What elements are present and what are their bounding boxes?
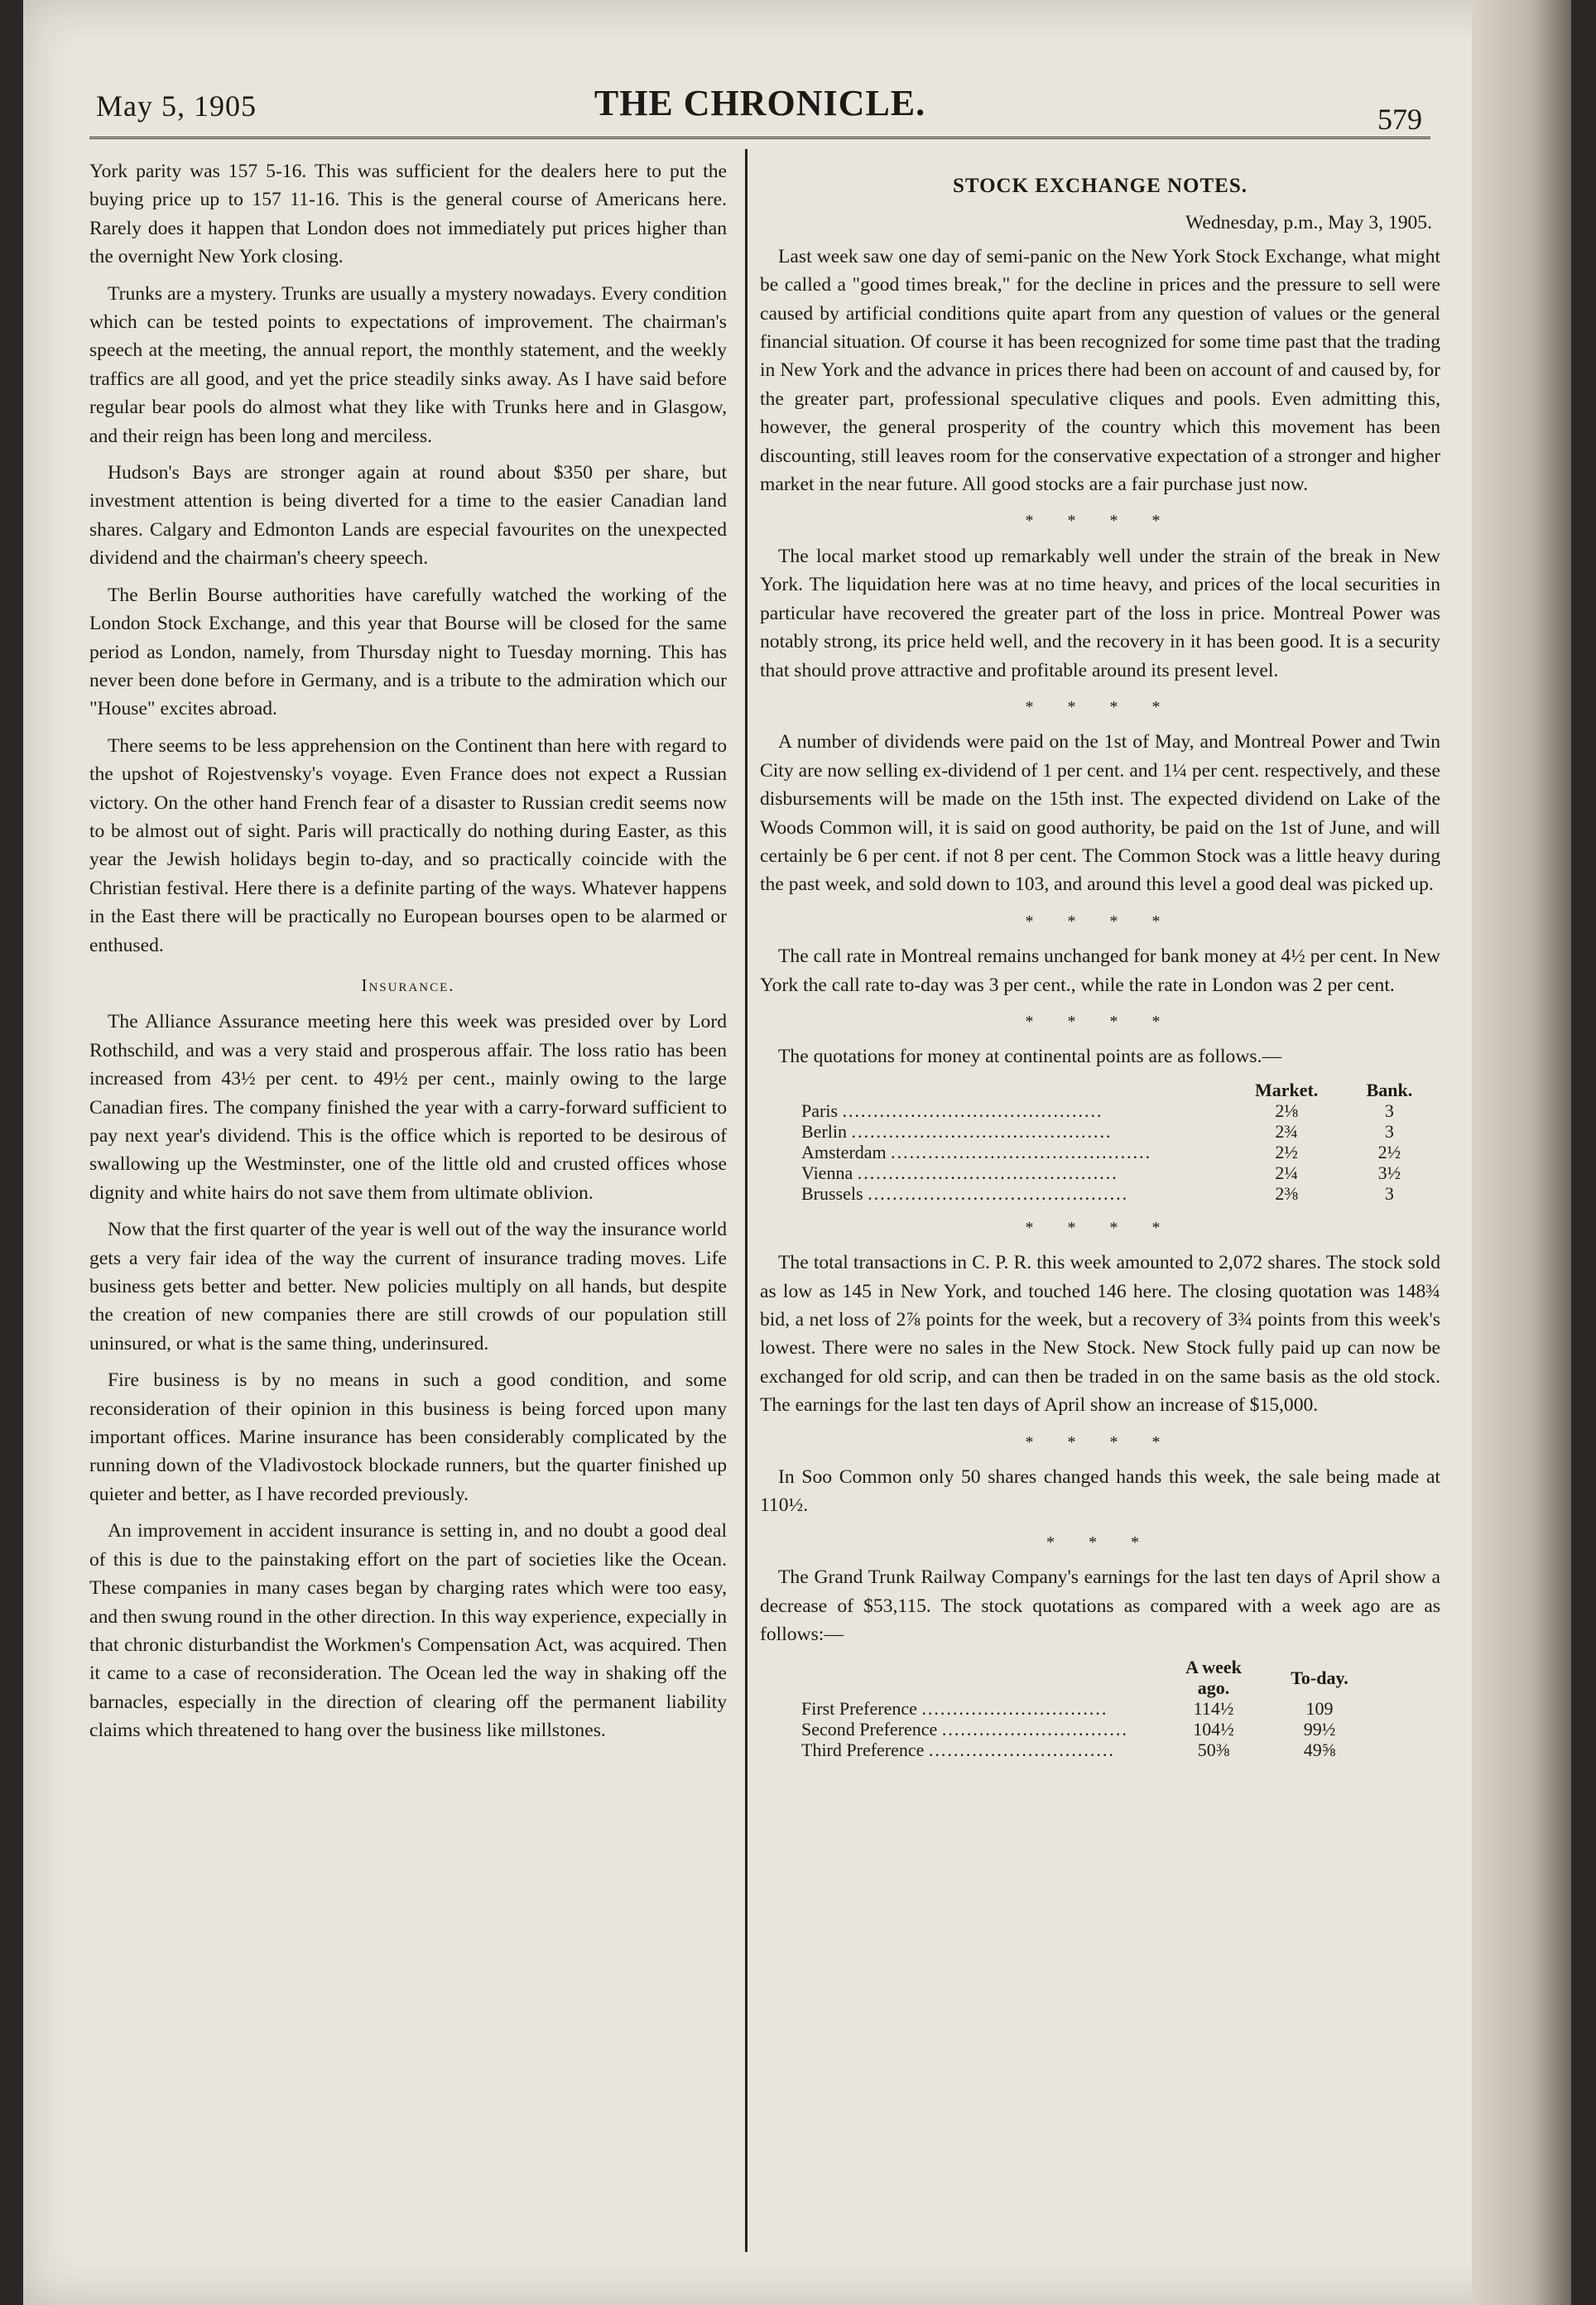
- market-rate: 2⅜: [1275, 1182, 1298, 1204]
- insurance-heading: Insurance.: [361, 974, 455, 995]
- table-row: [790, 1719, 1372, 1740]
- city-name: Berlin ..........................................: [801, 1120, 1113, 1142]
- table-row: [790, 1740, 1372, 1760]
- market-rate: 2¾: [1275, 1120, 1298, 1142]
- paragraph: Hudson's Bays are stronger again at round about $350 per share, but investment attention is being diverted for a time to the easier Canadian land shares. Calgary and Edmonton Lands are especial favourites on the unexpected dividend and the chairman's cheery speech.: [89, 462, 727, 570]
- week-ago-price: 114½: [1193, 1698, 1234, 1720]
- separator: * * * *: [1025, 1432, 1175, 1451]
- money-rates-table: [790, 1080, 1440, 1204]
- paragraph: The call rate in Montreal remains unchanged for bank money at 4½ per cent. In New York the call rate to-day was 3 per cent., while the rate in London was 2 per cent.: [760, 946, 1440, 996]
- column-divider: [745, 149, 748, 2252]
- paragraph: Now that the first quarter of the year is well out of the way the insurance world gets a very fair idea of the way the current of insurance trading moves. Life business gets better and better. New policies multiply on all hands, but despite the creation of new companies there are still crowds of our population still uninsured, or what is the same thing, underinsured.: [89, 1219, 727, 1355]
- separator: * * * *: [1025, 1218, 1175, 1237]
- week-ago-price: 50⅜: [1197, 1740, 1230, 1761]
- table-row: [790, 1698, 1372, 1719]
- separator: * * * *: [1025, 912, 1175, 931]
- paragraph: In Soo Common only 50 shares changed hands this week, the sale being made at 110½.: [760, 1466, 1440, 1517]
- paragraph: The Grand Trunk Railway Company's earnings for the last ten days of April show a decrease of $53,115. The stock quotations as compared with a week ago are as follows:—: [760, 1566, 1440, 1646]
- market-rate: 2½: [1275, 1141, 1298, 1162]
- stock-name: Second Preference ..............................: [801, 1719, 1128, 1740]
- paragraph: The local market stood up remarkably well under the strain of the break in New York. The liquidation here was at no time heavy, and prices of the local securities in particular have recovered the greater part of the loss in price. Montreal Power was notably strong, its price held well, and the recovery in it has been good. It is a security that should prove attractive and profitable around its present level.: [760, 545, 1440, 681]
- bank-rate: 2½: [1377, 1141, 1401, 1162]
- market-rate: 2¼: [1275, 1162, 1298, 1183]
- market-rate: 2⅛: [1275, 1100, 1298, 1121]
- table-header: [790, 1657, 1161, 1698]
- bank-rate: 3: [1384, 1120, 1394, 1142]
- separator: * * * *: [1025, 512, 1175, 531]
- right-column: [760, 157, 1440, 1770]
- paragraph: There seems to be less apprehension on the Continent than here with regard to the upshot of Rojestvensky's voyage. Even France does not expect a Russian victory. On the other hand French fear of a disaster to Russian credit seems now to be almost out of sight. Paris will practically do nothing during Easter, as this year the Jewish holidays begin to-day, and so practically coincide with the Christian festival. Here there is a definite parting of the ways. Whatever happens in the East there will be practically no European bourses open to be alarmed or enthused.: [89, 734, 727, 956]
- page-edge: [1472, 0, 1571, 2305]
- table-row: [790, 1162, 1440, 1183]
- city-name: Brussels ..........................................: [801, 1182, 1129, 1204]
- bank-rate: 3: [1384, 1100, 1394, 1121]
- city-name: Paris ..........................................: [801, 1100, 1103, 1121]
- table-header: A week ago.: [1185, 1657, 1242, 1699]
- table-header: Bank.: [1366, 1079, 1413, 1100]
- dateline: Wednesday, p.m., May 3, 1905.: [1185, 212, 1432, 234]
- table-header: To-day.: [1291, 1667, 1348, 1688]
- separator: * * * *: [1025, 1012, 1175, 1031]
- issue-date: May 5, 1905: [96, 89, 257, 123]
- publication-title: THE CHRONICLE.: [594, 83, 926, 123]
- paragraph: The total transactions in C. P. R. this week amounted to 2,072 shares. The stock sold as low as 145 in New York, and touched 146 here. The closing quotation was 148¾ bid, a net loss of 2⅞ points for the week, but a recovery of 3¾ points from this week's lowest. There were no sales in the New Stock. New Stock fully paid up can now be exchanged for old scrip, and can then be traded in on the same basis as the old stock. The earnings for the last ten days of April show an increase of $15,000.: [760, 1252, 1440, 1417]
- today-price: 99½: [1303, 1719, 1336, 1740]
- table-row: [790, 1121, 1440, 1142]
- table-row: [790, 1183, 1440, 1204]
- newspaper-page: [23, 0, 1571, 2305]
- city-name: Amsterdam ..........................................: [801, 1141, 1152, 1162]
- today-price: 109: [1305, 1698, 1334, 1720]
- section-heading: STOCK EXCHANGE NOTES.: [952, 175, 1248, 197]
- paragraph: Last week saw one day of semi-panic on the New York Stock Exchange, what might be called a "good times break," for the decline in prices and the pressure to sell were caused by artificial conditions quite apart from any question of values or the general financial situation. Of course it has been recognized for some time past that the trading in New York and the advance in prices there had been on account of and caused by, for the greater part, professional speculative cliques and pools. Even admitting this, however, the general prosperity of the country which this movement has been discounting, still leaves room for the conservative expectation of a stronger and higher market in the near future. All good stocks are a fair purchase just now.: [760, 245, 1440, 496]
- table-header-row: [790, 1080, 1440, 1100]
- paragraph: The Alliance Assurance meeting here this week was presided over by Lord Rothschild, and was a very staid and prosperous affair. The loss ratio has been increased from 43½ per cent. to 49½ per cent., mainly owing to the large Canadian fires. The company finished the year with a carry-forward sufficient to pay next year's dividend. This is the office which is reported to be desirous of swallowing up the Westminster, one of the little old and crusted offices whose dignity and white hairs do not save them from ultimate oblivion.: [89, 1011, 727, 1204]
- today-price: 49⅝: [1303, 1740, 1336, 1761]
- separator: * * *: [1046, 1533, 1154, 1552]
- paragraph: Fire business is by no means in such a good condition, and some reconsideration of their opinion in this business is being forced upon many important offices. Marine insurance has been considerably complicated by the running down of the Vladivostock blockade runners, but the quarter finished up quieter and better, as I have recorded previously.: [89, 1369, 727, 1505]
- grand-trunk-table: [790, 1657, 1372, 1760]
- stock-name: First Preference ..............................: [801, 1698, 1108, 1720]
- separator: * * * *: [1025, 697, 1175, 716]
- table-header-row: [790, 1657, 1372, 1698]
- week-ago-price: 104½: [1193, 1719, 1234, 1740]
- city-name: Vienna ..........................................: [801, 1162, 1118, 1183]
- page-header: [89, 79, 1430, 139]
- paragraph: The quotations for money at continental points are as follows.—: [778, 1046, 1282, 1068]
- stock-name: Third Preference ..............................: [801, 1740, 1115, 1761]
- paragraph: Trunks are a mystery. Trunks are usually a mystery nowadays. Every condition which can be tested points to expectations of improvement. The chairman's speech at the meeting, the annual report, the monthly statement, and the weekly traffics are all good, and yet the price steadily sinks away. As I have said before regular bear pools do almost what they like with Trunks here and in Glasgow, and their reign has been long and merciless.: [89, 282, 727, 447]
- table-header: Market.: [1254, 1079, 1319, 1100]
- bank-rate: 3: [1384, 1182, 1394, 1204]
- bank-rate: 3½: [1377, 1162, 1401, 1183]
- table-header: [790, 1080, 1234, 1100]
- paragraph: York parity was 157 5-16. This was sufficient for the dealers here to put the buying price up to 157 11-16. This is the general course of Americans here. Rarely does it happen that London does not immediately put prices higher than the overnight New York closing.: [89, 161, 727, 268]
- table-row: [790, 1100, 1440, 1121]
- left-column: [89, 157, 727, 1754]
- paragraph: A number of dividends were paid on the 1st of May, and Montreal Power and Twin City are now selling ex-dividend of 1 per cent. and 1¼ per cent. respectively, and these disbursements will be made on the 15th inst. The expected dividend on Lake of the Woods Common will, it is said on good authority, be paid on the 1st of June, and will certainly be 6 per cent. if not 8 per cent. The Common Stock was a little heavy during the past week, and sold down to 103, and around this level a good deal was picked up.: [760, 731, 1440, 896]
- page-number: 579: [1377, 103, 1422, 136]
- paragraph: The Berlin Bourse authorities have carefully watched the working of the London Stock Exchange, and this year that Bourse will be closed for the same period as London, namely, from Thursday night to Tuesday morning. This has never been done before in Germany, and is a tribute to the admiration which our "House" excites abroad.: [89, 584, 727, 720]
- table-row: [790, 1142, 1440, 1162]
- paragraph: An improvement in accident insurance is setting in, and no doubt a good deal of this is due to the painstaking effort on the part of societies like the Ocean. These companies in many cases began by charging rates which were too easy, and then swung round in the other direction. In this way experience, expecially in that chronic disturbandist the Workmen's Compensation Act, was acquired. Then it came to a case of reconsideration. The Ocean led the way in shaking off the barnacles, especially in the direction of clearing off the permanent liability claims which threatened to hang over the business like millstones.: [89, 1520, 727, 1742]
